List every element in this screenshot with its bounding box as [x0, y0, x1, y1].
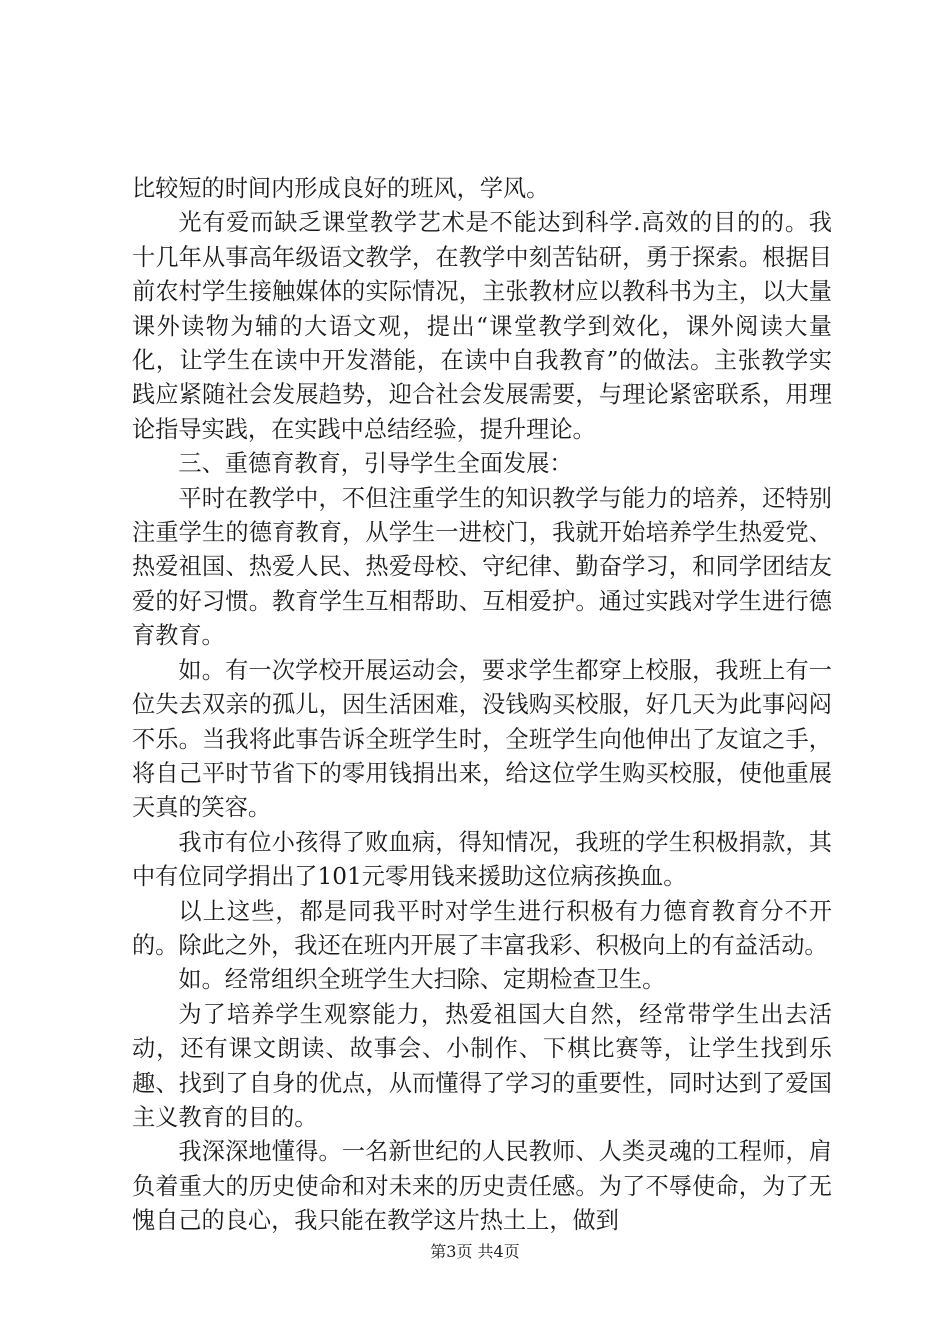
paragraph: 如。有一次学校开展运动会，要求学生都穿上校服，我班上有一位失去双亲的孤儿，因生活困难，没钱购买校服，好几天为此事闷闷不乐。当我将此事告诉全班学生时，全班学生向他伸出了友谊之手，将自己平时节省下的零用钱捐出来，给这位学生购买校服，使他重展天真的笑容。: [132, 656, 832, 822]
paragraph: 我深深地懂得。一名新世纪的人民教师、人类灵魂的工程师，肩负着重大的历史使命和对未来的历史责任感。为了不辱使命，为了无愧自己的良心，我只能在教学这片热土上，做到: [132, 1138, 832, 1235]
paragraph: 为了培养学生观察能力，热爱祖国大自然，经常带学生出去活动，还有课文朗读、故事会、小制作、下棋比赛等，让学生找到乐趣、找到了自身的优点，从而懂得了学习的重要性，同时达到了爱国主义教育的目的。: [132, 1000, 832, 1131]
paragraph: 以上这些，都是同我平时对学生进行积极有力德育教育分不开的。除此之外，我还在班内开展了丰富我彩、积极向上的有益活动。: [132, 897, 832, 959]
paragraph: 光有爱而缺乏课堂教学艺术是不能达到科学.高效的目的的。我十几年从事高年级语文教学，在教学中刻苦钻研，勇于探索。根据目前农村学生接触媒体的实际情况，主张教材应以教科书为主，以大量课外读物为辅的大语文观，提出“课堂教学到效化，课外阅读大量化，让学生在读中开发潜能，在读中自我教育”的做法。主张教学实践应紧随社会发展趋势，迎合社会发展需要，与理论紧密联系，用理论指导实践，在实践中总结经验，提升理论。: [132, 209, 832, 443]
paragraph: 我市有位小孩得了败血病，得知情况，我班的学生积极捐款，其中有位同学捐出了101元零用钱来援助这位病孩换血。: [132, 828, 832, 891]
section-heading: 三、重德育教育，引导学生全面发展：: [178, 450, 573, 478]
paragraph: 如。经常组织全班学生大扫除、定期检查卫生。: [178, 966, 666, 994]
paragraph: 平时在教学中，不但注重学生的知识教学与能力的培养，还特别注重学生的德育教育，从学生一进校门，我就开始培养学生热爱党、热爱祖国、热爱人民、热爱母校、守纪律、勤奋学习，和同学团结友爱的好习惯。教育学生互相帮助、互相爱护。通过实践对学生进行德育教育。: [132, 484, 832, 650]
document-body: [132, 172, 832, 1239]
paragraph: 比较短的时间内形成良好的班风，学风。: [132, 175, 550, 202]
page-number-footer: 第3页 共4页: [430, 1242, 520, 1261]
